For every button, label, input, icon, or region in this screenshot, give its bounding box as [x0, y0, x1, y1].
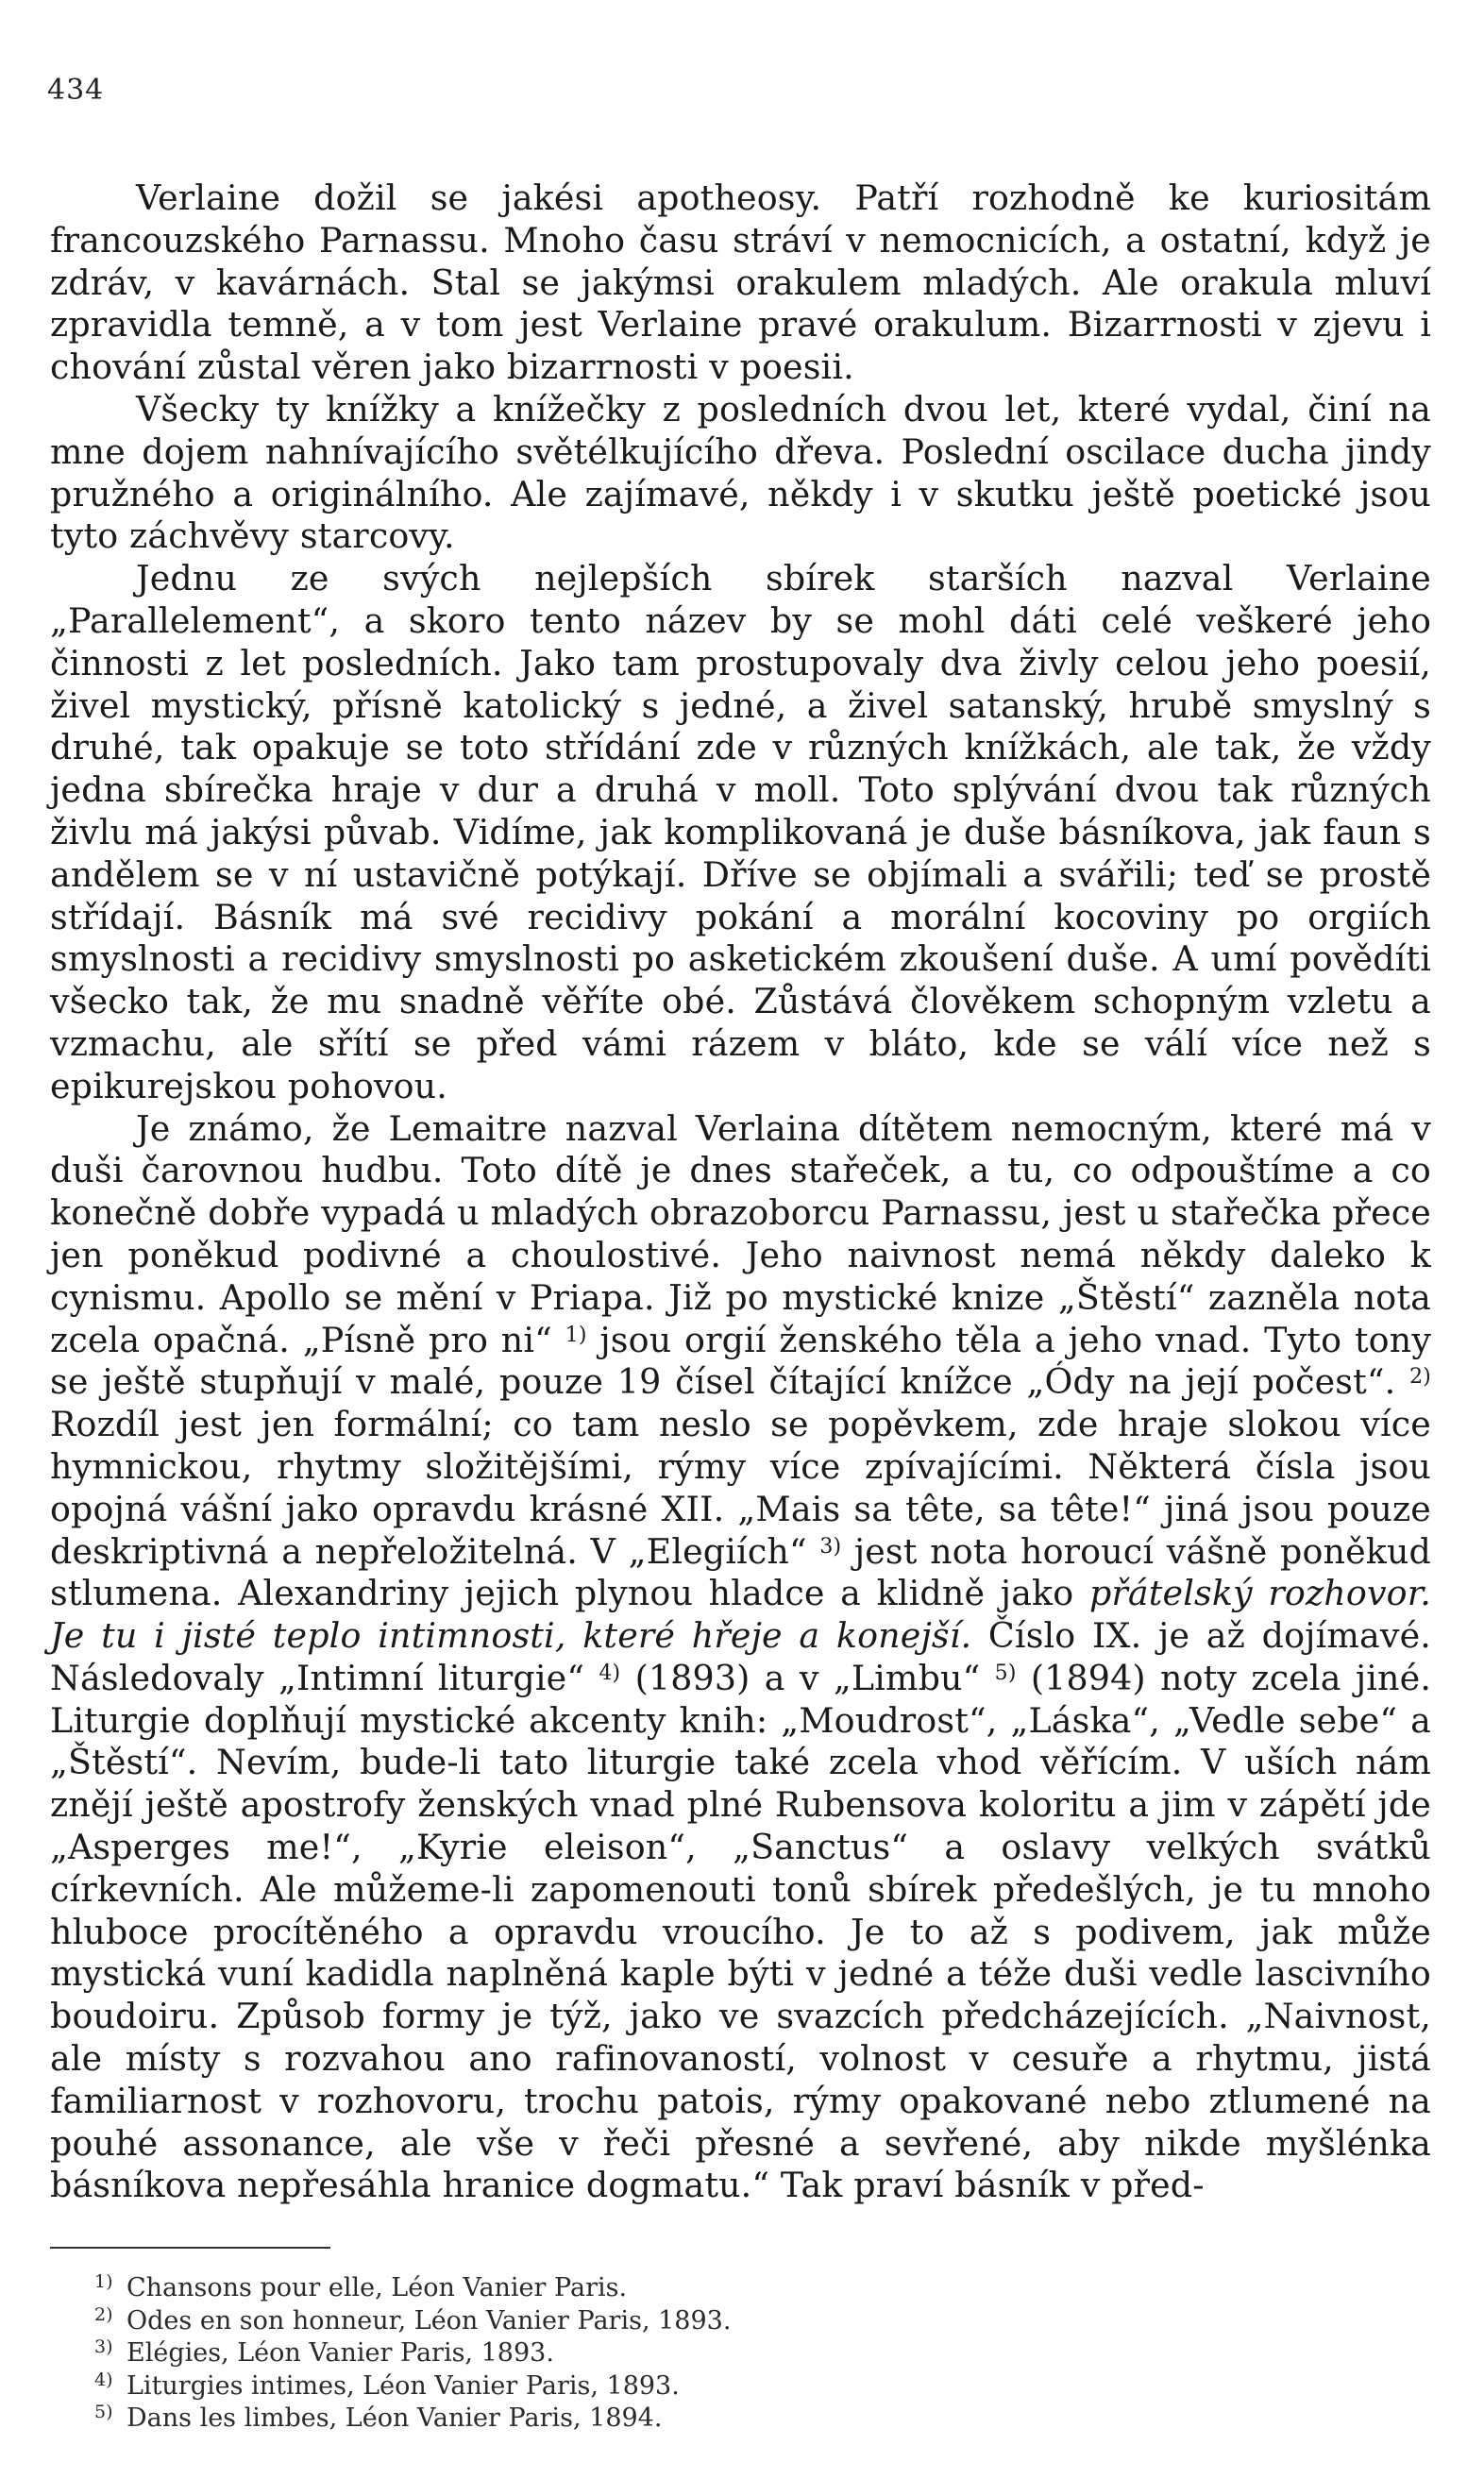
body-text	[50, 177, 1431, 2207]
paragraph-4-part-a: Je známo, že Lemaitre nazval Verlaina dítětem nemocným, které má v duši čarovnou hudbu. Toto dítě je dnes stařeček, a tu, co odpouštíme a co konečně dobře vypadá u mladých obrazoborcu Parnassu, jest u stařečka přece jen poněkud podivné a choulostivé. Jeho naivnost nemá někdy daleko k cynismu. Apollo se mění v Priapa. Již po mystické knize „Štěstí“ zazněla nota zcela opačná. „Písně pro ni“	[50, 1107, 1431, 1360]
footnote-mark: 4)	[94, 2369, 113, 2390]
paragraph-4-part-c: Rozdíl jest jen formální; co tam neslo se popěvkem, zde hraje slokou více hymnickou, rhytmy složitějšími, rýmy více zpívajícími. Některá čísla jsou opojná vášní jako opravdu krásné XII. „Mais sa tête, sa tête!“ jiná jsou pouze deskriptivná a nepřeložitelná. V „Elegiích“	[50, 1404, 1431, 1572]
paragraph-1: Verlaine dožil se jakési apotheosy. Patří rozhodně ke kuriositám francouzského Parnassu. Mnoho času stráví v nemocnicích, a ostatní, když je zdráv, v kavárnách. Stal se jakýmsi orakulem mladých. Ale orakula mluví zpravidla temně, a v tom jest Verlaine pravé orakulum. Bizarrnosti v zjevu i chování zůstal věren jako bizarrnosti v poesii.	[50, 177, 1431, 388]
paragraph-4-part-g: (1894) noty zcela jiné. Liturgie doplňují mystické akcenty knih: „Moudrost“, „Láska“, „Vedle sebe“ a „Štěstí“. Nevím, bude-li tato liturgie také zcela vhod věřícím. V uších nám znějí ještě apostrofy ženských vnad plné Rubensova koloritu a jim v zápětí jde „Asperges me!“, „Kyrie eleison“, „Sanctus“ a oslavy velkých svátků církevních. Ale můžeme-li zapomenouti tonů sbírek předešlých, je tu mnoho hluboce procítěného a opravdu vroucího. Je to až s podivem, jak může mystická vuní kadidla naplněná kaple býti v jedné a téže duši vedle lascivního boudoiru. Způsob formy je týž, jako ve svazcích předcházejících. „Naivnost, ale místy s rozvahou ano rafinovaností, volnost v cesuře a rhytmu, jistá familiarnost v rozhovoru, trochu patois, rýmy opakované nebo ztlumené na pouhé assonance, ale vše v řeči přesné a sevřené, aby nikde myšlénka básníkova nepřesáhla hranice dogmatu.“ Tak praví básník v před-	[50, 1657, 1432, 2206]
paragraph-4	[50, 1108, 1431, 2208]
paragraph-4-part-d: jest nota horoucí vášně poněkud stlumena. Alexandriny jejich plynou hladce a klidně jako	[50, 1530, 1432, 1614]
paragraph-3: Jednu ze svých nejlepších sbírek starších nazval Verlaine „Parallelement“, a skoro tento název by se mohl dáti celé veškeré jeho činnosti z let posledních. Jako tam prostupovaly dva živly celou jeho poesií, živel mystický, přísně katolický s jedné, a živel satanský, hrubě smyslný s druhé, tak opakuje se toto střídání zde v různých knížkách, ale tak, že vždy jedna sbírečka hraje v dur a druhá v moll. Toto splývání dvou tak různých živlu má jakýsi půvab. Vidíme, jak komplikovaná je duše básníkova, jak faun s andělem se v ní ustavičně potýkají. Dříve se objímali a svářili; teď se prostě střídají. Básník má své recidivy pokání a morální kocoviny po orgiích smyslnosti a recidivy smyslnosti po asketickém zkoušení duše. A umí povědíti všecko tak, že mu snadně věříte obé. Zůstává člověkem schopným vzletu a vzmachu, ale sřítí se před vámi rázem v bláto, kde se válí více než s epikurejskou pohovou.	[50, 558, 1431, 1106]
paragraph-4-part-f: (1893) a v „Limbu“	[634, 1657, 981, 1698]
footnote-ref-4: 4)	[599, 1661, 621, 1685]
footnote-3	[94, 2338, 1322, 2371]
footnote-text: Liturgies intimes, Léon Vanier Paris, 1893.	[126, 2370, 680, 2401]
paragraph-4-part-e: Číslo IX. je až dojímavé. Následovaly „Intimní liturgie“	[50, 1615, 1431, 1698]
footnote-text: Dans les limbes, Léon Vanier Paris, 1894.	[126, 2403, 663, 2434]
paragraph-4-italic: přátelský rozhovor. Je tu i jisté teplo intimnosti, které hřeje a konejší.	[50, 1573, 1431, 1657]
footnote-ref-1: 1)	[565, 1323, 587, 1347]
footnote-ref-5: 5)	[994, 1661, 1017, 1685]
footnote-ref-2: 2)	[1409, 1365, 1431, 1390]
paragraph-2: Všecky ty knížky a knížečky z posledních dvou let, které vydal, činí na mne dojem nahnívajícího světélkujícího dřeva. Poslední oscilace ducha jindy pružného a originálního. Ale zajímavé, někdy i v skutku ještě poetické jsou tyto záchvěvy starcovy.	[50, 388, 1431, 557]
footnote-1	[94, 2273, 1322, 2306]
footnote-5	[94, 2403, 1322, 2437]
footnote-ref-3: 3)	[819, 1534, 842, 1559]
paragraph-4-part-b: jsou orgií ženského těla a jeho vnad. Tyto tony se ještě stupňují v malé, pouze 19 čísel čítající knížce „Ódy na její počest“.	[50, 1319, 1432, 1403]
footnote-text: Odes en son honneur, Léon Vanier Paris, 1893.	[126, 2305, 732, 2336]
footnote-text: Chansons pour elle, Léon Vanier Paris.	[126, 2273, 628, 2302]
footnote-mark: 3)	[94, 2336, 113, 2358]
footnote-4	[94, 2371, 1322, 2404]
footnote-separator	[50, 2247, 330, 2249]
footnote-mark: 1)	[94, 2271, 113, 2292]
footnote-mark: 5)	[94, 2402, 113, 2423]
footnote-2	[94, 2303, 1322, 2339]
footnote-mark: 2)	[94, 2303, 113, 2325]
footnote-text: Elégies, Léon Vanier Paris, 1893.	[126, 2338, 554, 2369]
page-number: 434	[47, 74, 105, 107]
footnotes	[94, 2273, 1322, 2437]
